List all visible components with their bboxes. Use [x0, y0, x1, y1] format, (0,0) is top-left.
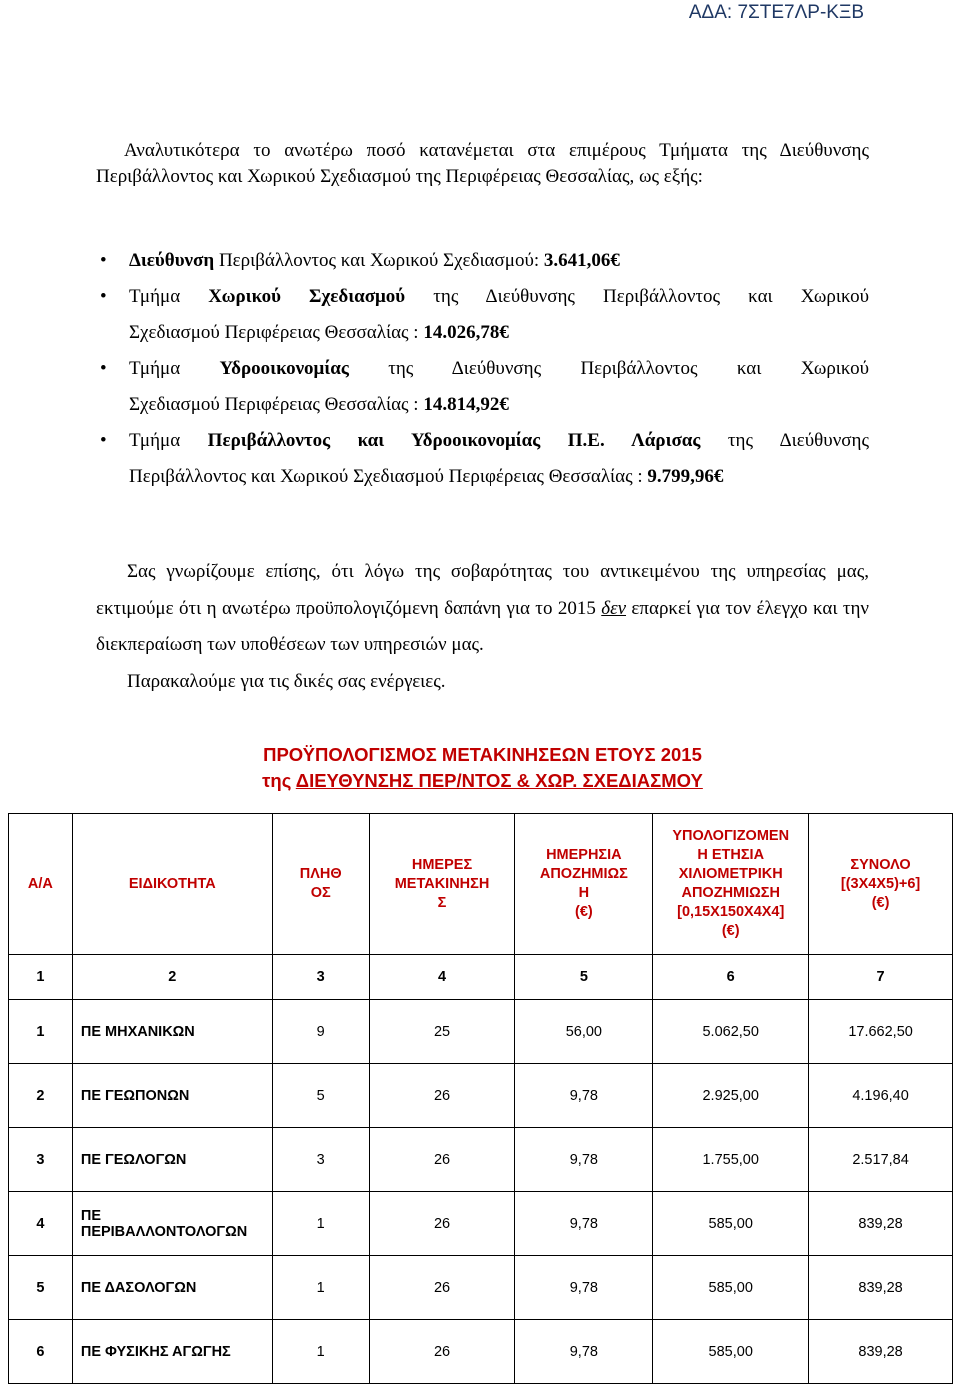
- ada-code: ΑΔΑ: 7ΣΤΕ7ΛΡ-ΚΞΒ: [688, 2, 864, 23]
- column-header: ΗΜΕΡΗΣΙΑ ΑΠΟΖΗΜΙΩΣ Η (€): [515, 814, 653, 955]
- value-cell: 9: [272, 1000, 369, 1064]
- value-cell: 26: [369, 1256, 515, 1320]
- value-cell: 26: [369, 1320, 515, 1384]
- value-cell: 9,78: [515, 1064, 653, 1128]
- value-cell: 1.755,00: [653, 1128, 809, 1192]
- value-cell: 2.925,00: [653, 1064, 809, 1128]
- specialty-cell: ΠΕ ΜΗΧΑΝΙΚΩΝ: [72, 1000, 272, 1064]
- value-cell: 2: [9, 1064, 73, 1128]
- column-header: ΥΠΟΛΟΓΙΖΟΜΕΝ Η ΕΤΗΣΙΑ ΧΙΛΙΟΜΕΤΡΙΚΗ ΑΠΟΖΗΜΙΩΣΗ [0,15Χ150Χ4Χ4] (€): [653, 814, 809, 955]
- list-item: • Τμήμα Υδροοικονομίας της Διεύθυνσης Περιβάλλοντος και Χωρικού Σχεδιασμού Περιφέρειας Θεσσαλίας : 14.814,92€: [96, 351, 869, 423]
- table-row: [9, 1064, 953, 1128]
- value-cell: 1: [272, 1256, 369, 1320]
- table-row: [9, 1192, 953, 1256]
- column-number: 7: [809, 955, 953, 1000]
- column-number: 6: [653, 955, 809, 1000]
- value-cell: 26: [369, 1128, 515, 1192]
- column-number-row: [9, 955, 953, 1000]
- value-cell: 26: [369, 1192, 515, 1256]
- value-cell: 6: [9, 1320, 73, 1384]
- specialty-cell: ΠΕ ΦΥΣΙΚΗΣ ΑΓΩΓΗΣ: [72, 1320, 272, 1384]
- value-cell: 4.196,40: [809, 1064, 953, 1128]
- column-header: ΠΛΗΘ ΟΣ: [272, 814, 369, 955]
- value-cell: 26: [369, 1064, 515, 1128]
- column-header: ΕΙΔΙΚΟΤΗΤΑ: [72, 814, 272, 955]
- column-header: ΣΥΝΟΛΟ [(3Χ4Χ5)+6] (€): [809, 814, 953, 955]
- value-cell: 4: [9, 1192, 73, 1256]
- value-cell: 56,00: [515, 1000, 653, 1064]
- column-number: 3: [272, 955, 369, 1000]
- specialty-cell: ΠΕ ΠΕΡΙΒΑΛΛΟΝΤΟΛΟΓΩΝ: [72, 1192, 272, 1256]
- value-cell: 839,28: [809, 1320, 953, 1384]
- list-item: • Τμήμα Περιβάλλοντος και Υδροοικονομίας Π.Ε. Λάρισας της Διεύθυνσης Περιβάλλοντος και Χωρικού Σχεδιασμού Περιφέρειας Θεσσαλίας : 9.799,96€: [96, 423, 869, 495]
- table-header-row: [9, 814, 953, 955]
- budget-table: [8, 813, 953, 1384]
- value-cell: 5: [9, 1256, 73, 1320]
- value-cell: 839,28: [809, 1192, 953, 1256]
- list-item: • Διεύθυνση Περιβάλλοντος και Χωρικού Σχεδιασμού: 3.641,06€: [96, 243, 869, 279]
- column-header: Α/Α: [9, 814, 73, 955]
- value-cell: 585,00: [653, 1320, 809, 1384]
- column-number: 1: [9, 955, 73, 1000]
- table-row: [9, 1320, 953, 1384]
- value-cell: 3: [272, 1128, 369, 1192]
- intro-paragraph: Αναλυτικότερα το ανωτέρω ποσό κατανέμεται στα επιμέρους Τμήματα της Διεύθυνσης Περιβάλλοντος και Χωρικού Σχεδιασμού της Περιφέρειας Θεσσαλίας, ως εξής:: [96, 140, 869, 187]
- value-cell: 585,00: [653, 1256, 809, 1320]
- table-row: [9, 1128, 953, 1192]
- list-item: • Τμήμα Χωρικού Σχεδιασμού της Διεύθυνσης Περιβάλλοντος και Χωρικού Σχεδιασμού Περιφέρειας Θεσσαλίας : 14.026,78€: [96, 279, 869, 351]
- value-cell: 1: [272, 1320, 369, 1384]
- value-cell: 2.517,84: [809, 1128, 953, 1192]
- value-cell: 839,28: [809, 1256, 953, 1320]
- value-cell: 585,00: [653, 1192, 809, 1256]
- specialty-cell: ΠΕ ΔΑΣΟΛΟΓΩΝ: [72, 1256, 272, 1320]
- value-cell: 25: [369, 1000, 515, 1064]
- table-row: [9, 1256, 953, 1320]
- table-row: [9, 1000, 953, 1064]
- column-number: 5: [515, 955, 653, 1000]
- value-cell: 5.062,50: [653, 1000, 809, 1064]
- column-number: 2: [72, 955, 272, 1000]
- value-cell: 9,78: [515, 1128, 653, 1192]
- table-title: ΠΡΟΫΠΟΛΟΓΙΣΜΟΣ ΜΕΤΑΚΙΝΗΣΕΩΝ ΕΤΟΥΣ 2015 της ΔΙΕΥΘΥΝΣΗΣ ΠΕΡ/ΝΤΟΣ & ΧΩΡ. ΣΧΕΔΙΑΣΜΟΥ: [262, 744, 703, 791]
- specialty-cell: ΠΕ ΓΕΩΛΟΓΩΝ: [72, 1128, 272, 1192]
- value-cell: 9,78: [515, 1192, 653, 1256]
- value-cell: 3: [9, 1128, 73, 1192]
- column-number: 4: [369, 955, 515, 1000]
- value-cell: 5: [272, 1064, 369, 1128]
- column-header: ΗΜΕΡΕΣ ΜΕΤΑΚΙΝΗΣΗ Σ: [369, 814, 515, 955]
- value-cell: 1: [9, 1000, 73, 1064]
- emphasis-den: δεν: [601, 597, 627, 619]
- value-cell: 9,78: [515, 1320, 653, 1384]
- value-cell: 9,78: [515, 1256, 653, 1320]
- notice-paragraph: Σας γνωρίζουμε επίσης, ότι λόγω της σοβαρότητας του αντικειμένου της υπηρεσίας μας, εκτιμούμε ότι η ανωτέρω προϋπολογιζόμενη δαπάνη για το 2015 δεν επαρκεί για τον έλεγχο και την διεκπεραίωση των υποθέσεων των υπηρεσιών μας. Παρακαλούμε για τις δικές σας ενέργειες.: [96, 554, 869, 700]
- closing-line: Παρακαλούμε για τις δικές σας ενέργειες.: [127, 670, 446, 692]
- value-cell: 17.662,50: [809, 1000, 953, 1064]
- specialty-cell: ΠΕ ΓΕΩΠΟΝΩΝ: [72, 1064, 272, 1128]
- value-cell: 1: [272, 1192, 369, 1256]
- allocation-list: [96, 243, 869, 495]
